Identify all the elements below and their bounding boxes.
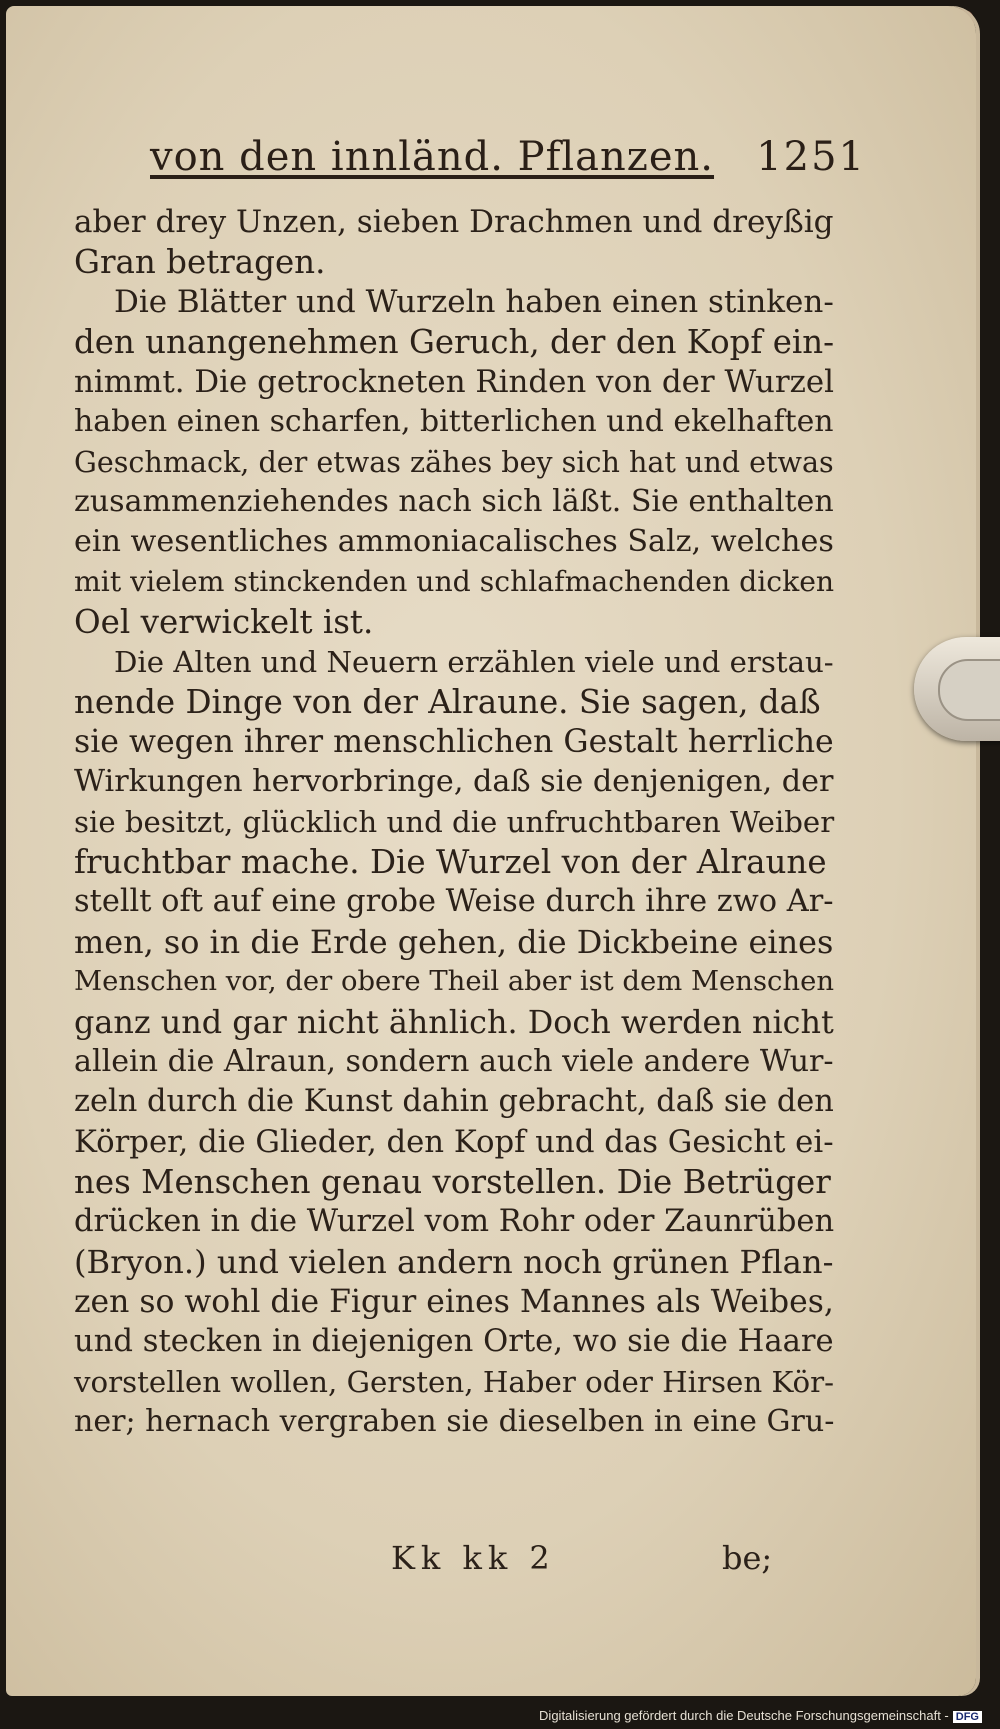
running-title: von den innländ. Pflanzen. — [150, 134, 715, 180]
page-footer — [6, 1539, 1000, 1587]
text-line: Menschen vor, der obere Theil aber ist dem Menschen — [74, 966, 834, 997]
page-header — [106, 128, 866, 192]
text-line: Die Alten und Neuern erzählen viele und erstau- — [114, 645, 834, 679]
text-line: zeln durch die Kunst dahin gebracht, daß sie den — [74, 1084, 834, 1119]
credit-text: Digitalisierung gefördert durch die Deutsche Forschungsgemeinschaft - — [539, 1708, 949, 1723]
digitization-credit — [539, 1708, 982, 1723]
text-line: Gran betragen. — [74, 243, 326, 281]
text-line: Wirkungen hervorbringe, daß sie denjenigen, der — [74, 764, 834, 799]
dfg-logo: DFG — [953, 1711, 982, 1723]
signature-mark: Kk kk 2 — [391, 1539, 556, 1577]
text-line: stellt oft auf eine grobe Weise durch ihre zwo Ar- — [74, 884, 834, 919]
text-line: haben einen scharfen, bitterlichen und ekelhaften — [74, 404, 834, 439]
page-number: 1251 — [756, 134, 866, 180]
text-line: nende Dinge von der Alraune. Sie sagen, daß — [74, 683, 821, 721]
text-line: den unangenehmen Geruch, der den Kopf ein- — [74, 323, 835, 361]
clasp-slot — [938, 659, 1000, 721]
catchword: be; — [722, 1539, 773, 1577]
text-line: nes Menschen genau vorstellen. Die Betrüger — [74, 1163, 831, 1201]
text-line: allein die Alraun, sondern auch viele andere Wur- — [74, 1044, 834, 1079]
text-line: vorstellen wollen, Gersten, Haber oder Hirsen Kör- — [74, 1365, 835, 1399]
text-line: zusammenziehendes nach sich läßt. Sie enthalten — [74, 484, 834, 519]
text-line: ganz und gar nicht ähnlich. Doch werden nicht — [74, 1003, 834, 1041]
page — [6, 6, 976, 1696]
text-line: nimmt. Die getrockneten Rinden von der Wurzel — [74, 364, 835, 400]
text-line: ein wesentliches ammoniacalisches Salz, welches — [74, 524, 834, 559]
text-line: Geschmack, der etwas zähes bey sich hat und etwas — [74, 445, 834, 479]
text-line: Die Blätter und Wurzeln haben einen stinken- — [114, 284, 834, 320]
text-line: sie wegen ihrer menschlichen Gestalt herrliche — [74, 724, 834, 760]
text-line: fruchtbar mache. Die Wurzel von der Alraune — [74, 843, 827, 881]
text-line: drücken in die Wurzel vom Rohr oder Zaunrüben — [74, 1204, 835, 1239]
text-line: und stecken in diejenigen Orte, wo sie die Haare — [74, 1324, 834, 1359]
text-line: ner; hernach vergraben sie dieselben in eine Gru- — [74, 1404, 835, 1439]
text-line: aber drey Unzen, sieben Drachmen und dreyßig — [74, 204, 834, 240]
text-line: Oel verwickelt ist. — [74, 603, 374, 641]
text-line: zen so wohl die Figur eines Mannes als Weibes, — [74, 1284, 834, 1320]
text-line: men, so in die Erde gehen, die Dickbeine eines — [74, 923, 834, 961]
text-line: sie besitzt, glücklich und die unfruchtbaren Weiber — [74, 805, 835, 839]
text-line: (Bryon.) und vielen andern noch grünen Pflan- — [74, 1243, 834, 1281]
text-line: Körper, die Glieder, den Kopf und das Gesicht ei- — [74, 1124, 834, 1160]
text-line: mit vielem stinckenden und schlafmachenden dicken — [74, 565, 835, 598]
